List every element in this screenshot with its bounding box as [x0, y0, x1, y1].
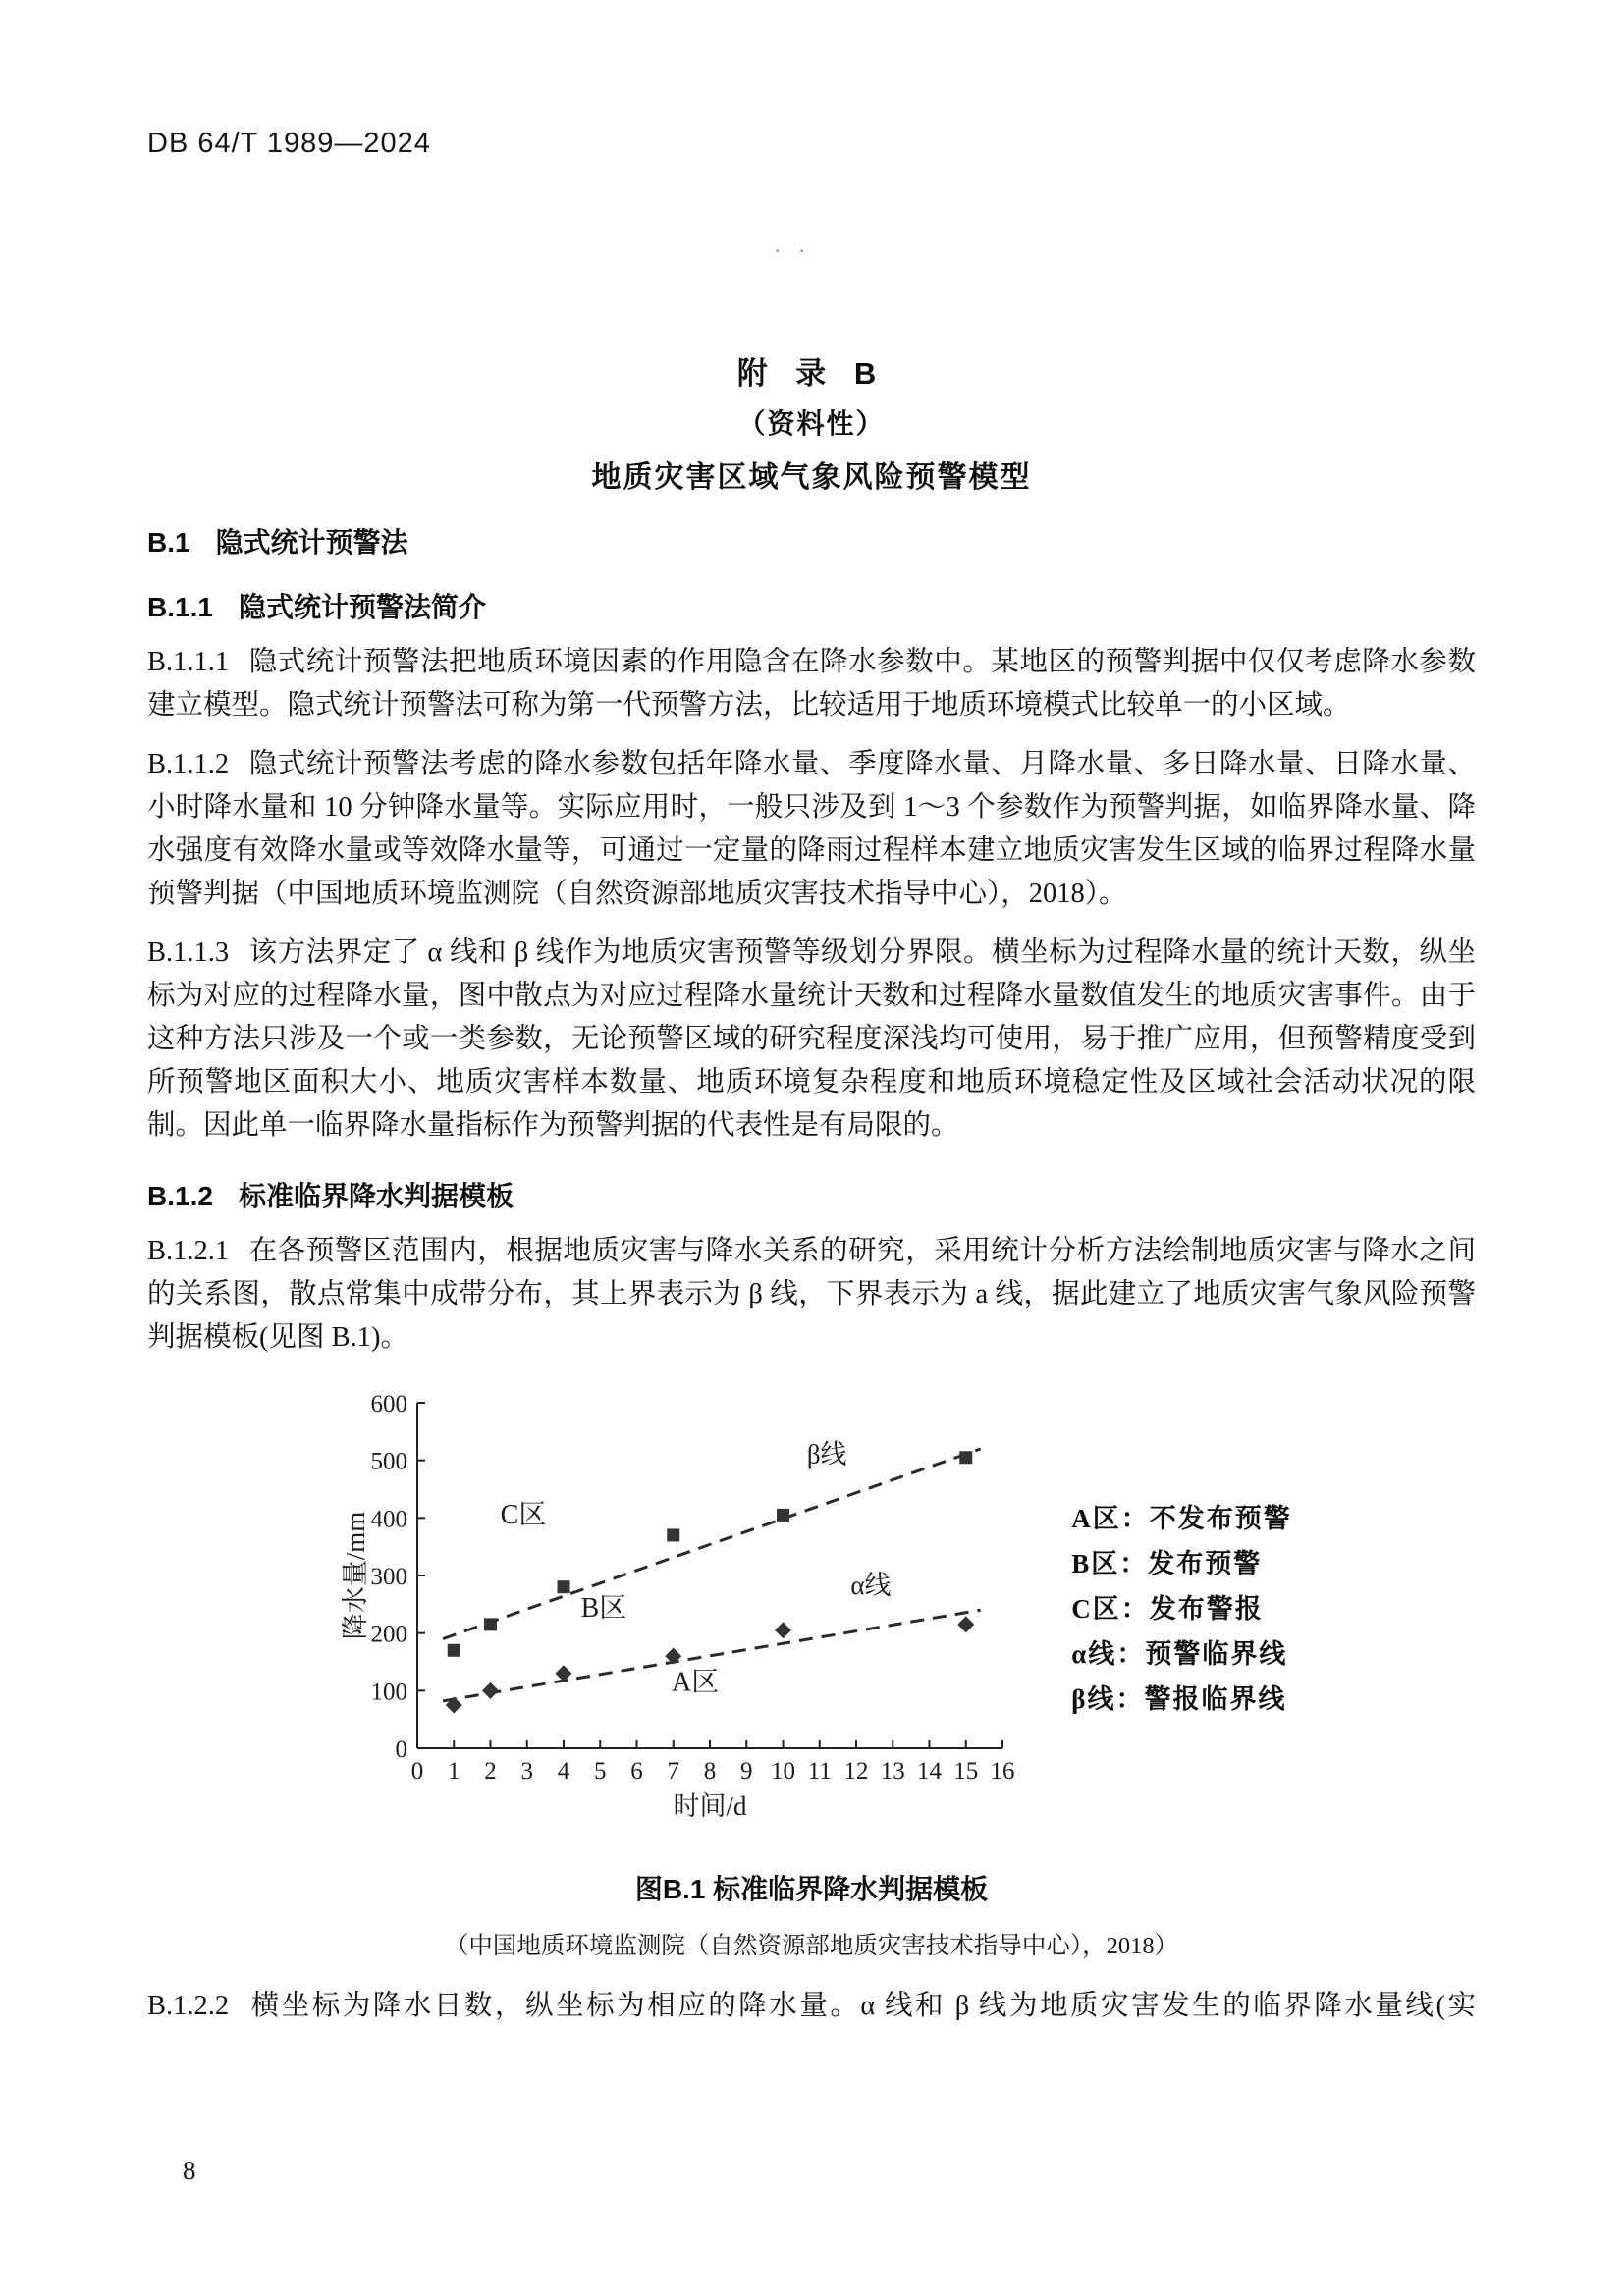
heading-b1-number: B.1: [147, 527, 190, 558]
x-tick-label: 14: [917, 1758, 943, 1785]
legend-item-beta: β线：警报临界线: [1071, 1684, 1287, 1714]
y-tick-label: 400: [370, 1506, 408, 1533]
page-number: 8: [183, 2156, 196, 2185]
diamond-marker: [958, 1616, 975, 1632]
heading-b11-number: B.1.1: [147, 592, 213, 622]
y-tick-label: 0: [395, 1736, 408, 1763]
legend-item-c: C区：发布警报: [1071, 1594, 1264, 1624]
heading-b12: [147, 1175, 1476, 1214]
y-tick-label: 200: [370, 1621, 408, 1648]
heading-b1: [147, 521, 1476, 561]
chart-svg: [331, 1389, 1018, 1829]
x-tick-label: 0: [411, 1758, 424, 1785]
clause-b112-number: B.1.1.2: [147, 749, 230, 779]
square-marker: [484, 1618, 497, 1630]
x-tick-label: 15: [953, 1758, 979, 1785]
x-tick-label: 2: [484, 1758, 497, 1785]
x-tick-label: 4: [558, 1758, 570, 1785]
chart-legend: [1071, 1496, 1292, 1722]
y-tick-label: 600: [370, 1391, 408, 1417]
x-tick-label: 7: [667, 1758, 680, 1785]
square-marker: [448, 1644, 460, 1657]
square-marker: [777, 1509, 789, 1522]
standard-number: DB 64/T 1989—2024: [147, 128, 431, 159]
clause-b111-text: 隐式统计预警法把地质环境因素的作用隐含在降水参数中。某地区的预警判据中仅仅考虑降水参数建立模型。隐式统计预警法可称为第一代预警方法，比较适用于地质环境模式比较单一的小区域。: [147, 647, 1476, 721]
heading-b1-text: 隐式统计预警法: [215, 527, 408, 558]
x-tick-label: 13: [881, 1758, 905, 1785]
heading-b12-text: 标准临界降水判据模板: [238, 1181, 514, 1211]
clause-b122: [147, 1985, 1476, 2028]
region-label: A区: [672, 1667, 720, 1698]
square-marker: [960, 1451, 973, 1464]
legend-item-a: A区：不发布预警: [1071, 1504, 1292, 1533]
clause-b113: [147, 932, 1476, 1148]
scan-artifact: · ·: [774, 239, 812, 263]
x-tick-label: 6: [630, 1758, 643, 1785]
clause-b122-text: 横坐标为降水日数，纵坐标为相应的降水量。α 线和 β 线为地质灾害发生的临界降水量线(实: [248, 1991, 1476, 2021]
region-label: B区: [580, 1593, 627, 1625]
appendix-name: 地质灾害区域气象风险预警模型: [591, 461, 1032, 494]
legend-item-b: B区：发布预警: [1071, 1549, 1263, 1578]
x-tick-label: 11: [807, 1758, 833, 1785]
x-tick-label: 12: [843, 1758, 869, 1785]
x-tick-label: 10: [771, 1758, 796, 1785]
x-tick-label: 16: [990, 1758, 1015, 1785]
figure-caption: 图B.1 标准临界降水判据模板: [634, 1874, 989, 1904]
clause-b121-text: 在各预警区范围内，根据地质灾害与降水关系的研究，采用统计分析方法绘制地质灾害与降水之间的关系图，散点常集中成带分布，其上界表示为 β 线，下界表示为 a 线，据此建立了地质灾害气象风险预警判据模板(见图 B.1)。: [147, 1236, 1476, 1353]
clause-b112-text: 隐式统计预警法考虑的降水参数包括年降水量、季度降水量、月降水量、多日降水量、日降水量、小时降水量和 10 分钟降水量等。实际应用时，一般只涉及到 1～3 个参数作为预警判据，如临界降水量、降水强度有效降水量或等效降水量等，可通过一定量的降雨过程样本建立地质灾害发生区域的临界过程降水量预警判据（中国地质环境监测院（自然资源部地质灾害技术指导中心），2018）。: [147, 749, 1476, 909]
x-tick-label: 1: [448, 1758, 460, 1785]
y-axis-label: 降水量/mm: [341, 1511, 371, 1640]
x-tick-label: 9: [740, 1758, 753, 1785]
square-marker: [558, 1580, 570, 1593]
figure-b1-body: [147, 1389, 1476, 1829]
x-tick-label: 5: [594, 1758, 607, 1785]
diamond-marker: [482, 1682, 499, 1699]
figure-b1: [147, 1389, 1476, 1829]
x-tick-label: 3: [520, 1758, 534, 1785]
appendix-title-block: [147, 348, 1476, 496]
clause-b122-number: B.1.2.2: [147, 1991, 230, 2021]
clause-b113-text: 该方法界定了 α 线和 β 线作为地质灾害预警等级划分界限。横坐标为过程降水量的统计天数，纵坐标为对应的过程降水量，图中散点为对应过程降水量统计天数和过程降水量数值发生的地质灾害事件。由于这种方法只涉及一个或一类参数，无论预警区域的研究程度深浅均可使用，易于推广应用，但预警精度受到所预警地区面积大小、地质灾害样本数量、地质环境复杂程度和地质环境稳定性及区域社会活动状况的限制。因此单一临界降水量指标作为预警判据的代表性是有局限的。: [147, 937, 1476, 1141]
line-label: β线: [807, 1439, 847, 1469]
clause-b111-number: B.1.1.1: [147, 647, 230, 677]
region-label: C区: [500, 1500, 547, 1531]
x-axis-label: 时间/d: [673, 1791, 747, 1821]
figure-citation: （中国地质环境监测院（自然资源部地质灾害技术指导中心），2018）: [444, 1933, 1179, 1959]
heading-b11-text: 隐式统计预警法简介: [238, 592, 486, 622]
square-marker: [668, 1528, 680, 1541]
β线-dashed-line: [443, 1449, 981, 1639]
clause-b121-number: B.1.2.1: [147, 1236, 230, 1266]
clause-b111: [147, 641, 1476, 727]
y-tick-label: 500: [370, 1448, 408, 1475]
y-tick-label: 300: [370, 1564, 408, 1590]
clause-b113-number: B.1.1.3: [147, 937, 230, 968]
rainfall-threshold-chart: [331, 1389, 1018, 1829]
heading-b11: [147, 586, 1476, 625]
clause-b112: [147, 743, 1476, 916]
line-label: α线: [850, 1570, 892, 1600]
x-tick-label: 8: [704, 1758, 717, 1785]
appendix-subtitle: （资料性）: [737, 408, 886, 439]
legend-item-alpha: α线：预警临界线: [1071, 1639, 1288, 1669]
clause-b121: [147, 1230, 1476, 1360]
diamond-marker: [775, 1622, 791, 1638]
y-tick-label: 100: [370, 1679, 408, 1706]
appendix-title: 附 录 B: [736, 356, 887, 391]
heading-b12-number: B.1.2: [147, 1181, 213, 1211]
diamond-marker: [556, 1665, 572, 1682]
